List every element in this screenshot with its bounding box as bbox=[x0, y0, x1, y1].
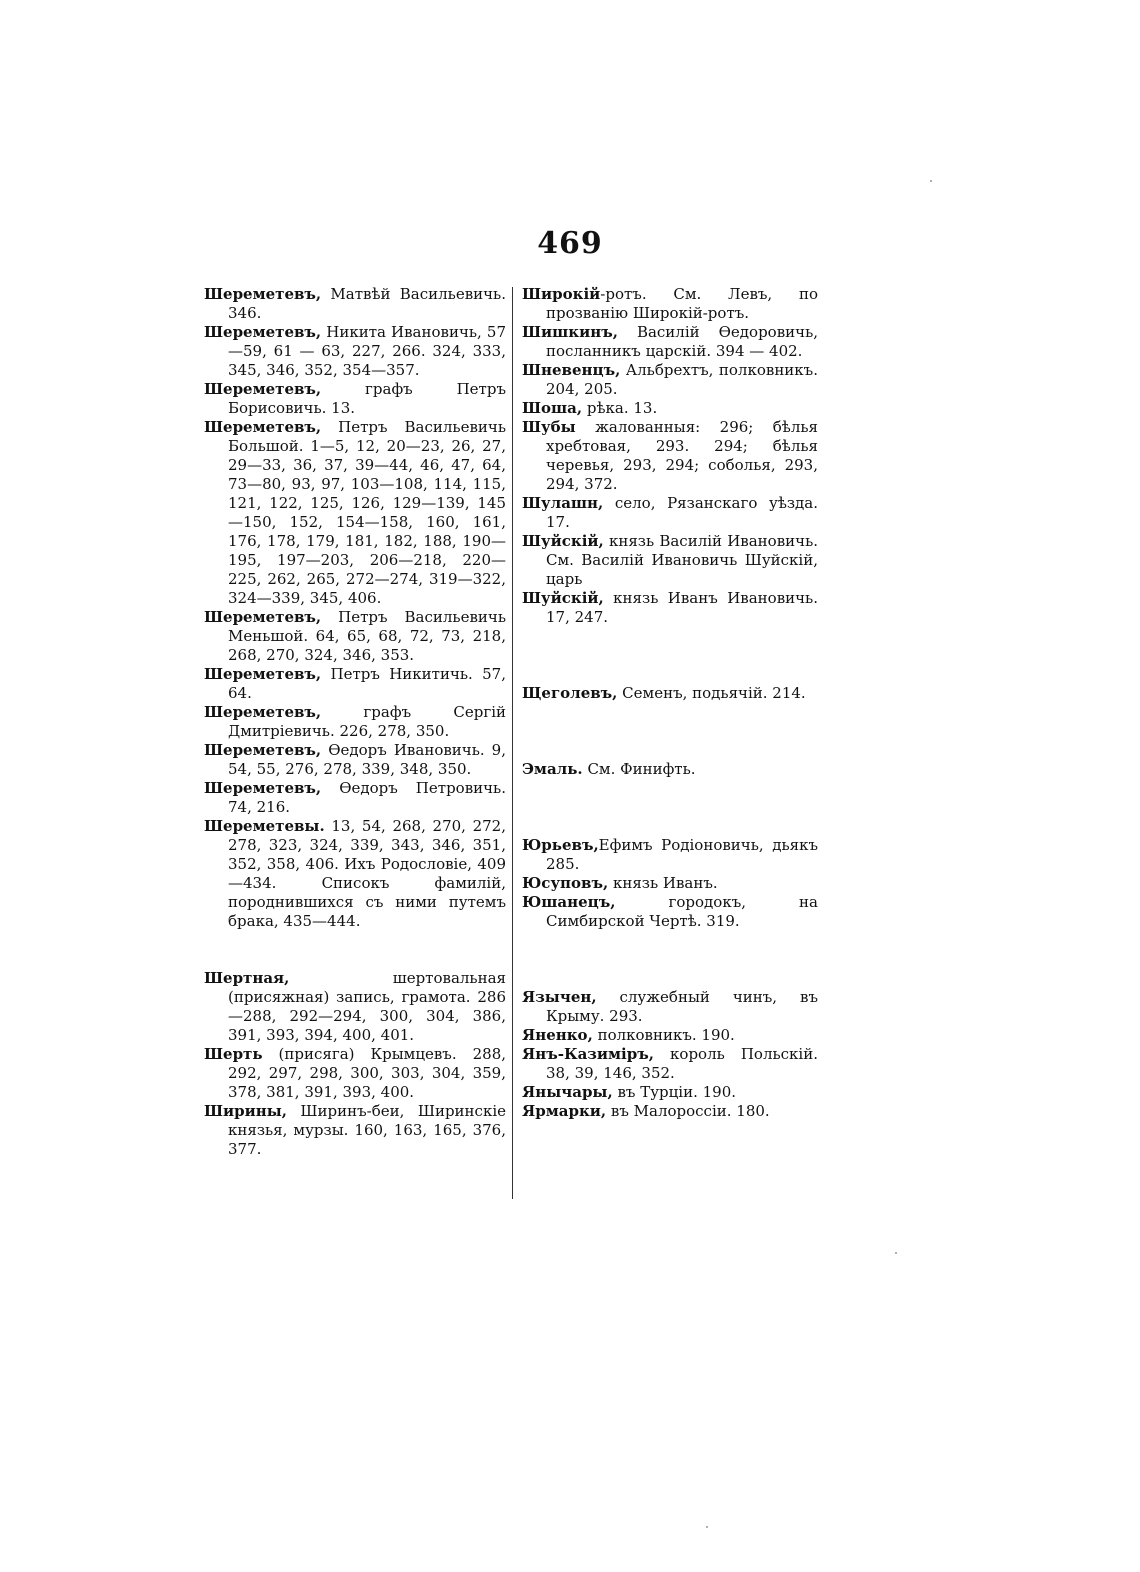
entry-headword: Яненко, bbox=[522, 1026, 593, 1044]
entry-headword: Шубы bbox=[522, 418, 576, 436]
entry-text: въ Малороссіи. 180. bbox=[606, 1102, 770, 1120]
entry-text: графъ Петръ Борисовичь. 13. bbox=[228, 380, 506, 417]
index-entry bbox=[204, 285, 506, 323]
entry-text: Матвѣй Васильевичь. 346. bbox=[228, 285, 506, 322]
entry-headword: Шневенцъ, bbox=[522, 361, 621, 379]
entry-text: Альбрехтъ, полковникъ. 204, 205. bbox=[546, 361, 818, 398]
index-entry bbox=[204, 665, 506, 703]
entry-headword: Шереметевъ, bbox=[204, 608, 322, 626]
entry-headword: Шереметевъ, bbox=[204, 285, 322, 303]
entry-headword: Янъ-Казиміръ, bbox=[522, 1045, 654, 1063]
entry-text: (присяга) Крымцевъ. 288, 292, 297, 298, 300, 303, 304, 359, 378, 381, 391, 393, 400. bbox=[228, 1045, 506, 1101]
entry-text: Никита Ивановичь, 57—59, 61 — 63, 227, 266. 324, 333, 345, 346, 352, 354—357. bbox=[228, 323, 506, 379]
column-divider bbox=[512, 287, 513, 1199]
entry-headword: Шуйскій, bbox=[522, 589, 604, 607]
entry-headword: Шереметевъ, bbox=[204, 741, 322, 759]
entry-text: шертовальная (присяжная) запись, грамота. 286—288, 292—294, 300, 304, 386, 391, 393, 394, 400, 401. bbox=[228, 969, 506, 1044]
entry-text: полковникъ. 190. bbox=[592, 1026, 735, 1044]
entry-headword: Юсуповъ, bbox=[522, 874, 609, 892]
index-entry bbox=[522, 532, 818, 589]
entry-text: рѣка. 13. bbox=[582, 399, 658, 417]
section-gap bbox=[522, 779, 818, 836]
entry-text: князь Василій Ивановичь. См. Василій Ивановичь Шуйскій, царь bbox=[546, 532, 818, 588]
entry-text: служебный чинъ, въ Крыму. 293. bbox=[546, 988, 818, 1025]
entry-headword: Шереметевъ, bbox=[204, 380, 322, 398]
entry-headword: Шоша, bbox=[522, 399, 583, 417]
index-entry bbox=[204, 323, 506, 380]
entry-text: село, Рязанскаго уѣзда. 17. bbox=[546, 494, 818, 531]
entry-text: король Польскій. 38, 39, 146, 352. bbox=[546, 1045, 818, 1082]
index-entry bbox=[204, 969, 506, 1045]
scan-speck bbox=[895, 1252, 897, 1254]
index-entry bbox=[522, 323, 818, 361]
entry-headword: Шереметевъ, bbox=[204, 418, 322, 436]
entry-headword: Шереметевы. bbox=[204, 817, 325, 835]
page-number: 469 bbox=[537, 226, 603, 261]
index-entry bbox=[522, 1083, 818, 1102]
right-column bbox=[522, 285, 818, 1121]
index-entry bbox=[204, 817, 506, 931]
entry-text: Семенъ, подьячій. 214. bbox=[617, 684, 806, 702]
entry-headword: Язычен, bbox=[522, 988, 597, 1006]
entry-text: Василій Ѳедоровичь, посланникъ царскій. 394 — 402. bbox=[546, 323, 818, 360]
index-entry bbox=[522, 874, 818, 893]
index-entry bbox=[522, 760, 818, 779]
entry-headword: Шишкинъ, bbox=[522, 323, 618, 341]
entry-text: графъ Сергій Дмитріевичь. 226, 278, 350. bbox=[228, 703, 506, 740]
entry-headword: Шереметевъ, bbox=[204, 323, 322, 341]
index-entry bbox=[522, 418, 818, 494]
entry-headword: Шуйскій, bbox=[522, 532, 604, 550]
entry-headword: Шулашн, bbox=[522, 494, 604, 512]
entry-headword: Ярмарки, bbox=[522, 1102, 607, 1120]
entry-text: Петръ Никитичь. 57, 64. bbox=[228, 665, 506, 702]
entry-text: Ефимъ Родіоновичь, дьякъ 285. bbox=[546, 836, 818, 873]
index-entry bbox=[204, 1102, 506, 1159]
entry-headword: Ширины, bbox=[204, 1102, 287, 1120]
section-gap bbox=[522, 703, 818, 760]
index-entry bbox=[522, 1045, 818, 1083]
entry-headword: Юшанецъ, bbox=[522, 893, 616, 911]
index-entry bbox=[204, 380, 506, 418]
entry-headword: Шереметевъ, bbox=[204, 665, 322, 683]
index-entry bbox=[522, 589, 818, 627]
section-gap bbox=[204, 931, 506, 969]
entry-headword: Шерть bbox=[204, 1045, 263, 1063]
index-entry bbox=[204, 779, 506, 817]
section-gap bbox=[522, 627, 818, 684]
scan-speck bbox=[930, 180, 932, 182]
entry-text: князь Иванъ. bbox=[608, 874, 718, 892]
entry-headword: Юрьевъ, bbox=[522, 836, 599, 854]
entry-text: Ѳедоръ Петровичь. 74, 216. bbox=[228, 779, 506, 816]
scan-speck bbox=[706, 1526, 708, 1528]
entry-headword: Шереметевъ, bbox=[204, 703, 322, 721]
entry-headword: Щеголевъ, bbox=[522, 684, 618, 702]
entry-headword: Янычары, bbox=[522, 1083, 613, 1101]
index-entry bbox=[522, 893, 818, 931]
entry-text: князь Иванъ Ивановичь. 17, 247. bbox=[546, 589, 818, 626]
entry-text: городокъ, на Симбирской Чертѣ. 319. bbox=[546, 893, 818, 930]
index-entry bbox=[522, 988, 818, 1026]
index-entry bbox=[204, 608, 506, 665]
entry-headword: Эмаль. bbox=[522, 760, 583, 778]
index-entry bbox=[522, 361, 818, 399]
index-entry bbox=[522, 1026, 818, 1045]
entry-text: 13, 54, 268, 270, 272, 278, 323, 324, 339, 343, 346, 351, 352, 358, 406. Ихъ Родословіе, 409—434. Списокъ фамилій, породнившихся съ ними путемъ брака, 435—444. bbox=[228, 817, 506, 930]
entry-text: жалованныя: 296; бѣлья хребтовая, 293. 294; бѣлья черевья, 293, 294; соболья, 293, 294, 372. bbox=[546, 418, 818, 493]
index-entry bbox=[522, 684, 818, 703]
index-entry bbox=[522, 1102, 818, 1121]
entry-headword: Широкій bbox=[522, 285, 601, 303]
section-gap bbox=[522, 931, 818, 988]
index-entry bbox=[522, 836, 818, 874]
left-column bbox=[204, 285, 506, 1159]
index-entry bbox=[204, 703, 506, 741]
entry-text: въ Турціи. 190. bbox=[612, 1083, 737, 1101]
entry-headword: Шертная, bbox=[204, 969, 290, 987]
index-entry bbox=[204, 741, 506, 779]
index-entry bbox=[522, 285, 818, 323]
entry-text: Петръ Васильевичь Большой. 1—5, 12, 20—23, 26, 27, 29—33, 36, 37, 39—44, 46, 47, 64, 73—80, 93, 97, 103—108, 114, 115, 121, 122, 125, 126, 129—139, 145—150, 152, 154—158, 160, 161, 176, 178, 179, 181, 182, 188, 190—195, 197—203, 206—218, 220—225, 262, 265, 272—274, 319—322, 324—339, 345, 406. bbox=[228, 418, 506, 607]
index-entry bbox=[204, 1045, 506, 1102]
index-entry bbox=[522, 494, 818, 532]
index-entry bbox=[522, 399, 818, 418]
entry-text: -ротъ. См. Левъ, по прозванію Широкій-ротъ. bbox=[546, 285, 818, 322]
entry-text: Ѳедоръ Ивановичь. 9, 54, 55, 276, 278, 339, 348, 350. bbox=[228, 741, 506, 778]
entry-text: Ширинъ-беи, Ширинскіе князья, мурзы. 160, 163, 165, 376, 377. bbox=[228, 1102, 506, 1158]
entry-text: См. Финифть. bbox=[582, 760, 696, 778]
entry-headword: Шереметевъ, bbox=[204, 779, 322, 797]
entry-text: Петръ Васильевичь Меньшой. 64, 65, 68, 72, 73, 218, 268, 270, 324, 346, 353. bbox=[228, 608, 506, 664]
index-entry bbox=[204, 418, 506, 608]
